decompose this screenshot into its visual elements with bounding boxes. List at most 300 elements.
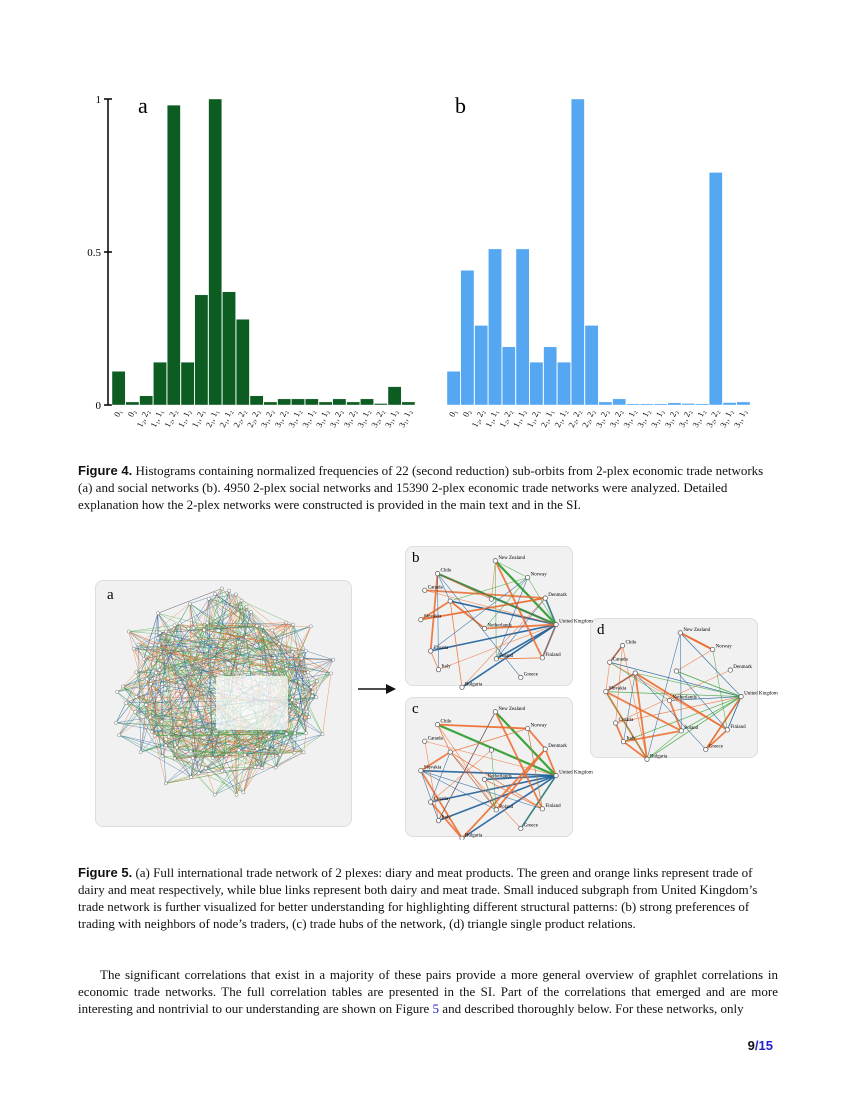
x-tick-label: 1₂, 2₂	[469, 407, 487, 429]
bar-a-1	[126, 402, 139, 405]
bar-b-11	[599, 402, 612, 405]
node-germany	[489, 748, 493, 752]
node-label-chile: Chile	[440, 719, 452, 725]
edge	[616, 723, 624, 742]
x-tick-label: 3₁, 2₂	[662, 407, 680, 429]
node-croatia	[613, 721, 617, 725]
x-tick-label: 3₁, 2₂	[327, 407, 345, 429]
bar-a-13	[291, 399, 304, 405]
bar-a-4	[167, 105, 180, 405]
node-netherlands	[667, 698, 671, 702]
y-tick-label: 0.5	[87, 247, 101, 259]
node	[125, 701, 128, 704]
x-tick-label: 0₁	[446, 407, 459, 419]
network-c	[419, 707, 593, 840]
node-label-canada: Canada	[427, 585, 443, 591]
node-italy	[436, 667, 440, 671]
figure-5-caption-text: (a) Full international trade network of 2 plexes: diary and meat products. The green and orange links represent trade of dairy and meat respectively, while blue links represent both dairy and meat trade. Small induced subgraph from United Kingdom’s trade network is further visualized for better understanding for highlighting different structural patterns: (b) strong preferences of trading with neighbors of node’s traders, (c) trade hubs of the network, (d) triangle single product relations.	[78, 865, 758, 931]
node-united_kingdom	[554, 622, 558, 626]
node	[118, 734, 121, 737]
node-finland	[725, 728, 729, 732]
node	[149, 682, 152, 685]
node	[175, 746, 178, 749]
node-netherlands	[482, 626, 486, 630]
x-tick-label: 1₁, 1₂	[175, 407, 193, 429]
node-label-finland: Finland	[545, 803, 561, 809]
edge	[610, 662, 670, 700]
node	[187, 627, 190, 630]
node	[240, 599, 243, 602]
node	[158, 631, 161, 634]
x-tick-label: 2₂, 2₂	[230, 407, 248, 429]
node-label-denmark: Denmark	[548, 593, 567, 599]
x-tick-label: 2₂, 2₂	[565, 407, 583, 429]
node	[309, 625, 312, 628]
node-bulgaria	[645, 757, 649, 761]
body-paragraph-part2: and described thoroughly below. For these networks, only	[439, 1001, 744, 1016]
edge	[438, 725, 528, 729]
node-argentina	[633, 671, 637, 675]
node-new_zealand	[493, 559, 497, 563]
bar-b-4	[502, 347, 515, 405]
edge	[610, 662, 741, 696]
x-tick-label: 3₁, 2₂	[607, 407, 625, 429]
node	[285, 732, 288, 735]
node	[220, 769, 223, 772]
figure-4-caption-text: Histograms containing normalized frequencies of 22 (second reduction) sub-orbits from 2-plex economic trade networks (a) and social networks (b). 4950 2-plex social networks and 15390 2-plex economic trade networks were analyzed. Detailed explanation how the 2-plex networks were constructed is provided in the main text and in the SI.	[78, 463, 764, 512]
bar-b-9	[571, 99, 584, 405]
bar-b-6	[530, 362, 543, 405]
node-canada	[608, 660, 612, 664]
node-italy	[621, 739, 625, 743]
node-label-new_zealand: New Zealand	[498, 555, 526, 561]
edge	[431, 651, 439, 670]
node	[267, 735, 270, 738]
node	[116, 690, 119, 693]
node	[145, 678, 148, 681]
x-tick-label: 1₂, 2₂	[134, 407, 152, 429]
node-label-denmark: Denmark	[733, 665, 752, 671]
bar-a-18	[360, 399, 373, 405]
node	[291, 650, 294, 653]
edge	[450, 752, 496, 810]
node	[132, 647, 135, 650]
node	[228, 589, 231, 592]
node	[121, 685, 124, 688]
node-label-italy: Italy	[626, 736, 636, 742]
x-tick-label: 3₁, 1₂	[299, 407, 317, 429]
edge	[316, 681, 317, 697]
node-label-poland: Poland	[499, 804, 514, 810]
node	[158, 668, 161, 671]
node-label-norway: Norway	[715, 644, 732, 650]
bar-b-10	[585, 325, 598, 405]
node-label-united_kingdom: United Kingdom	[744, 691, 778, 697]
node	[234, 593, 237, 596]
bar-a-11	[264, 402, 277, 405]
node-label-greece: Greece	[523, 823, 538, 829]
node	[189, 776, 192, 779]
bar-a-17	[347, 402, 360, 405]
node-united_kingdom	[554, 773, 558, 777]
node	[153, 734, 156, 737]
bar-a-19	[374, 403, 387, 405]
node-label-croatia: Croatia	[433, 797, 449, 803]
node-slovakia	[419, 617, 423, 621]
node	[142, 658, 145, 661]
node	[271, 629, 274, 632]
node	[315, 680, 318, 683]
x-tick-label: 2₁, 1₂	[552, 407, 570, 429]
node-slovakia	[604, 689, 608, 693]
node	[307, 716, 310, 719]
node-label-canada: Canada	[612, 657, 628, 663]
bar-b-21	[737, 402, 750, 405]
node-greece	[519, 675, 523, 679]
node-canada	[423, 739, 427, 743]
node-chile	[435, 722, 439, 726]
bar-a-20	[388, 387, 401, 405]
bar-b-20	[723, 403, 736, 405]
bar-a-15	[319, 402, 332, 405]
node	[261, 633, 264, 636]
node-slovakia	[419, 768, 423, 772]
figure-4-caption	[78, 462, 778, 513]
chart-panel-label-b: b	[455, 93, 466, 118]
x-tick-label: 1₁, 2₁	[524, 407, 542, 429]
x-tick-label: 2₁, 1₂	[217, 407, 235, 429]
node	[164, 782, 167, 785]
bar-b-3	[488, 249, 501, 405]
bar-b-18	[695, 404, 708, 405]
node-label-new_zealand: New Zealand	[498, 706, 526, 712]
node	[278, 642, 281, 645]
bar-a-16	[333, 399, 346, 405]
network-b	[419, 556, 593, 690]
edge	[495, 561, 556, 625]
x-tick-label: 1₂, 2₂	[496, 407, 514, 429]
x-tick-label: 2₁, 1₁	[538, 407, 556, 429]
node	[225, 754, 228, 757]
node-poland	[494, 808, 498, 812]
node-norway	[525, 575, 529, 579]
node	[256, 748, 259, 751]
node-label-slovakia: Slovakia	[608, 686, 627, 692]
figure-5-panel-label-c: c	[412, 701, 419, 717]
edge	[680, 633, 741, 697]
node	[178, 622, 181, 625]
edge	[680, 633, 681, 731]
node	[114, 721, 117, 724]
edge	[495, 561, 496, 659]
y-tick-label: 0	[95, 400, 101, 412]
figure-5-reference-link[interactable]: 5	[432, 1001, 440, 1016]
node	[204, 767, 207, 770]
node	[156, 637, 159, 640]
node-label-slovakia: Slovakia	[423, 765, 442, 771]
page-number-current: 9	[747, 1038, 755, 1053]
node-norway	[525, 726, 529, 730]
x-tick-label: 3₁, 2₂	[258, 407, 276, 429]
node	[173, 624, 176, 627]
node	[332, 658, 335, 661]
node-denmark	[728, 668, 732, 672]
x-tick-label: 3₁, 2₂	[341, 407, 359, 429]
node	[243, 753, 246, 756]
edge	[255, 734, 322, 767]
page-number-separator: /	[754, 1038, 759, 1053]
x-tick-label: 2₂, 2₂	[579, 407, 597, 429]
edge	[491, 561, 495, 599]
node	[315, 696, 318, 699]
node	[154, 671, 157, 674]
node-chile	[435, 571, 439, 575]
node-poland	[679, 729, 683, 733]
node	[291, 698, 294, 701]
node	[213, 592, 216, 595]
figure-4-charts	[70, 85, 770, 450]
body-paragraph-part1: The significant correlations that exist in a majority of these pairs provide a more general overview of graphlet correlations in economic trade networks. The full correlation tables are presented in the SI. Part of the correlations that emerged and are more interesting and nontrivial to our understanding are shown on Figure	[78, 967, 778, 1016]
node	[191, 756, 194, 759]
node-finland	[540, 656, 544, 660]
figure-5-panel-label-b: b	[412, 550, 420, 566]
node	[293, 751, 296, 754]
node	[245, 636, 248, 639]
node	[127, 630, 130, 633]
bar-a-7	[209, 99, 222, 405]
node-label-italy: Italy	[441, 664, 451, 670]
bar-a-9	[236, 319, 249, 405]
node-argentina	[448, 750, 452, 754]
edge	[706, 697, 741, 750]
body-paragraph	[78, 966, 778, 1017]
figure-5-networks	[0, 540, 850, 840]
node	[137, 643, 140, 646]
node	[293, 732, 296, 735]
node-netherlands	[482, 777, 486, 781]
node	[245, 605, 248, 608]
network-a	[114, 587, 335, 796]
x-tick-label: 3₁, 2₂	[593, 407, 611, 429]
node-label-new_zealand: New Zealand	[683, 627, 711, 633]
node	[160, 720, 163, 723]
node-label-netherlands: Netherlands	[487, 623, 512, 629]
node-label-norway: Norway	[530, 723, 547, 729]
node	[291, 623, 294, 626]
node	[306, 710, 309, 713]
node-bulgaria	[460, 685, 464, 689]
figure-4	[70, 85, 770, 450]
bar-a-14	[305, 399, 318, 405]
bar-b-5	[516, 249, 529, 405]
node	[274, 766, 277, 769]
bar-b-12	[613, 399, 626, 405]
x-tick-label: 1₁, 2₁	[189, 407, 207, 429]
node	[135, 695, 138, 698]
node-new_zealand	[678, 631, 682, 635]
node-label-bulgaria: Bulgaria	[465, 833, 483, 839]
node-italy	[436, 818, 440, 822]
node	[311, 690, 314, 693]
node	[285, 621, 288, 624]
edge	[680, 633, 712, 650]
node	[237, 749, 240, 752]
node	[300, 657, 303, 660]
node-label-netherlands: Netherlands	[487, 774, 512, 780]
node	[206, 621, 209, 624]
node	[161, 755, 164, 758]
bar-a-8	[222, 292, 235, 405]
x-tick-label: 3₁, 1₂	[396, 407, 414, 429]
x-tick-label: 3₂, 2₂	[368, 407, 386, 429]
bar-b-17	[682, 403, 695, 405]
bar-b-7	[544, 347, 557, 405]
bar-a-6	[195, 295, 208, 405]
node-label-bulgaria: Bulgaria	[650, 754, 668, 760]
node-label-finland: Finland	[730, 724, 746, 730]
node	[321, 733, 324, 736]
node	[297, 703, 300, 706]
node	[278, 753, 281, 756]
x-tick-label: 2₂, 2₂	[244, 407, 262, 429]
x-tick-label: 3₁, 1₂	[648, 407, 666, 429]
node-label-greece: Greece	[523, 672, 538, 678]
x-tick-label: 0₂	[460, 407, 473, 419]
bar-b-0	[447, 371, 460, 405]
x-tick-label: 3₁, 1₂	[621, 407, 639, 429]
x-tick-label: 0₁	[111, 407, 124, 419]
node	[139, 750, 142, 753]
node-label-chile: Chile	[440, 568, 452, 574]
x-tick-label: 2₁, 1₁	[203, 407, 221, 429]
node	[156, 612, 159, 615]
bar-b-2	[475, 325, 488, 405]
node	[189, 750, 192, 753]
node-label-poland: Poland	[499, 653, 514, 659]
chart-panel-label-a: a	[138, 93, 148, 118]
node	[261, 625, 264, 628]
node-denmark	[543, 747, 547, 751]
page-number	[725, 1038, 773, 1053]
node-label-slovakia: Slovakia	[423, 614, 442, 620]
edge	[635, 673, 647, 759]
node-label-bulgaria: Bulgaria	[465, 682, 483, 688]
node-united_kingdom	[739, 694, 743, 698]
node-poland	[494, 657, 498, 661]
node-germany	[674, 669, 678, 673]
node-label-denmark: Denmark	[548, 744, 567, 750]
edge	[676, 650, 712, 672]
node	[167, 735, 170, 738]
node	[188, 602, 191, 605]
node	[235, 793, 238, 796]
edge	[438, 574, 492, 599]
node	[157, 644, 160, 647]
node-finland	[540, 807, 544, 811]
bar-b-15	[654, 404, 667, 405]
node-label-poland: Poland	[684, 725, 699, 731]
node	[261, 767, 264, 770]
node	[134, 710, 137, 713]
node	[207, 597, 210, 600]
figure-5-caption	[78, 864, 778, 932]
node	[302, 751, 305, 754]
node-label-greece: Greece	[708, 744, 723, 750]
node-croatia	[428, 649, 432, 653]
node-label-chile: Chile	[625, 640, 637, 646]
x-tick-label: 1₂, 2₂	[161, 407, 179, 429]
x-tick-label: 3₁, 1₂	[313, 407, 331, 429]
node-canada	[423, 588, 427, 592]
node-croatia	[428, 800, 432, 804]
bar-b-14	[640, 404, 653, 405]
x-tick-label: 0₂	[125, 407, 138, 419]
node	[211, 757, 214, 760]
edge	[450, 729, 527, 753]
figure-5-caption-label: Figure 5.	[78, 865, 133, 880]
bar-a-10	[250, 396, 263, 405]
node	[329, 672, 332, 675]
node	[285, 668, 288, 671]
node	[266, 746, 269, 749]
bar-b-8	[557, 362, 570, 405]
node-label-netherlands: Netherlands	[672, 695, 697, 701]
edge	[676, 671, 741, 696]
y-tick-label: 1	[95, 94, 101, 106]
x-tick-label: 3₁, 1₂	[634, 407, 652, 429]
node	[164, 630, 167, 633]
node	[173, 757, 176, 760]
node-chile	[620, 643, 624, 647]
node	[254, 766, 257, 769]
node	[164, 744, 167, 747]
edge	[262, 768, 276, 769]
node-bulgaria	[460, 836, 464, 840]
node-new_zealand	[493, 710, 497, 714]
bar-b-16	[668, 403, 681, 405]
node	[304, 649, 307, 652]
x-tick-label: 3₁, 1₂	[717, 407, 735, 429]
node	[192, 626, 195, 629]
node	[310, 685, 313, 688]
x-tick-label: 3₂, 2₂	[703, 407, 721, 429]
x-tick-label: 3₁, 2₂	[272, 407, 290, 429]
node	[242, 791, 245, 794]
node-argentina	[448, 599, 452, 603]
node-label-norway: Norway	[530, 572, 547, 578]
bar-b-1	[461, 270, 474, 405]
node	[150, 730, 153, 733]
node-norway	[710, 647, 714, 651]
bar-a-3	[153, 362, 166, 405]
node-label-italy: Italy	[441, 815, 451, 821]
node	[197, 772, 200, 775]
network-d	[604, 628, 778, 762]
edge	[485, 779, 497, 809]
node-denmark	[543, 596, 547, 600]
x-tick-label: 1₁, 1₂	[510, 407, 528, 429]
node-label-canada: Canada	[427, 736, 443, 742]
node	[255, 624, 258, 627]
bar-a-5	[181, 362, 194, 405]
node-label-croatia: Croatia	[433, 646, 449, 652]
node	[149, 716, 152, 719]
x-tick-label: 3₁, 1₂	[286, 407, 304, 429]
highlight-box	[216, 676, 288, 730]
node-label-finland: Finland	[545, 652, 561, 658]
node	[273, 656, 276, 659]
figure-5-panel-label-a: a	[107, 587, 114, 603]
